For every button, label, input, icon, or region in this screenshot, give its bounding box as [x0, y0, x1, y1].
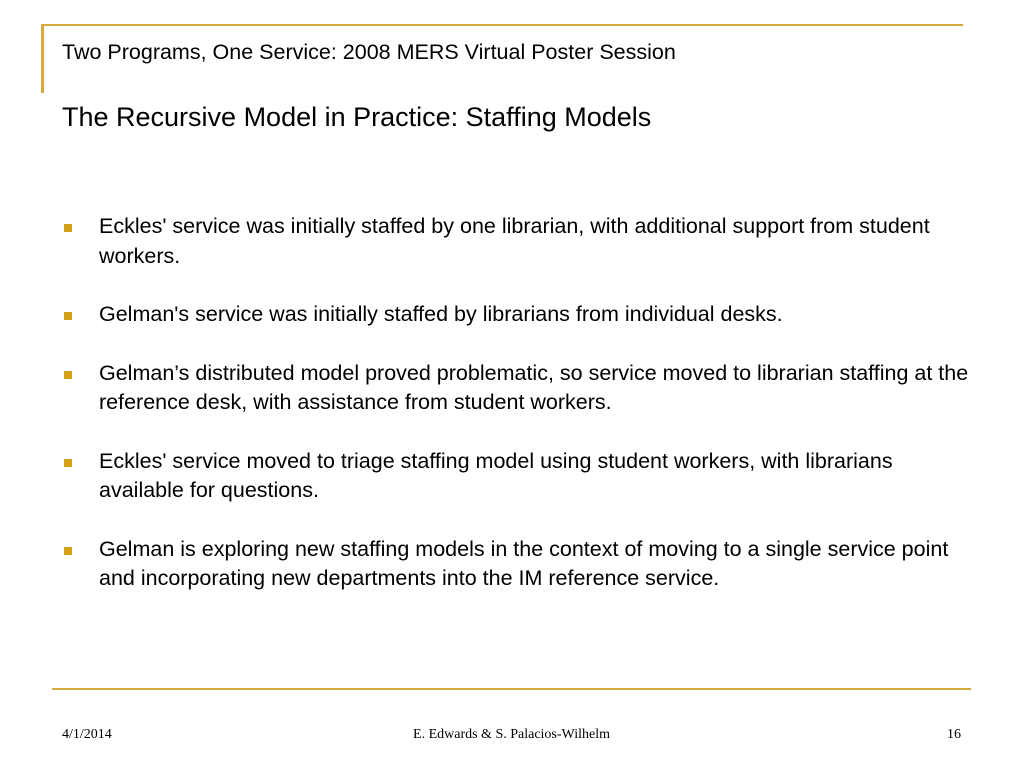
top-accent-line — [41, 24, 963, 26]
footer-authors: E. Edwards & S. Palacios-Wilhelm — [413, 727, 610, 742]
square-bullet-icon — [64, 459, 72, 467]
bullet-item — [62, 212, 972, 271]
bullet-item — [62, 535, 972, 594]
footer-date: 4/1/2014 — [62, 727, 112, 742]
bullet-text: Eckles' service moved to triage staffing model using student workers, with librarians available for questions. — [99, 448, 893, 502]
bullet-text: Gelman's service was initially staffed by librarians from individual desks. — [99, 302, 783, 326]
slide-title: The Recursive Model in Practice: Staffing Models — [62, 102, 652, 132]
presentation-header: Two Programs, One Service: 2008 MERS Virtual Poster Session — [62, 40, 676, 64]
bullet-item — [62, 447, 972, 506]
bullet-text: Gelman is exploring new staffing models in the context of moving to a single service point and incorporating new departments into the IM reference service. — [99, 536, 949, 590]
page-number: 16 — [947, 727, 961, 742]
bullet-text: Eckles' service was initially staffed by one librarian, with additional support from student workers. — [99, 214, 930, 268]
square-bullet-icon — [64, 312, 72, 320]
left-accent-line — [41, 24, 44, 93]
square-bullet-icon — [64, 224, 72, 232]
bullet-item — [62, 359, 972, 418]
bullet-item — [62, 300, 972, 330]
square-bullet-icon — [64, 547, 72, 555]
bottom-accent-line — [52, 688, 971, 690]
bullet-text: Gelman’s distributed model proved problematic, so service moved to librarian staffing at the reference desk, with assistance from student workers. — [99, 360, 969, 414]
square-bullet-icon — [64, 371, 72, 379]
bullet-list — [62, 212, 972, 623]
